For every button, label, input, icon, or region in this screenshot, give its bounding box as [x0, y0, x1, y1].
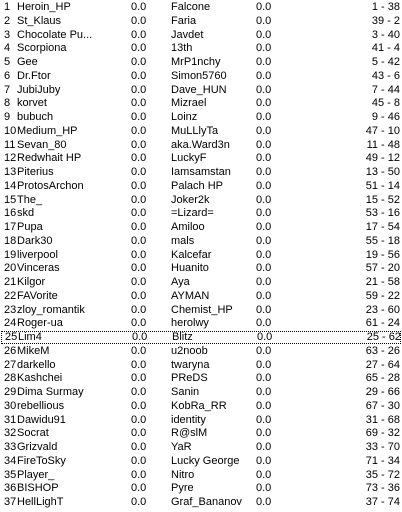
player-two-points: 0.0: [256, 386, 272, 398]
player-one-points: 0.0: [131, 42, 147, 54]
pairing-numbers: 25 - 62: [366, 331, 401, 343]
row-index: 32: [4, 427, 17, 439]
player-one-points: 0.0: [131, 180, 147, 192]
pairing-numbers: 73 - 36: [365, 482, 400, 494]
pairing-numbers: 9 - 46: [371, 111, 400, 123]
player-one-name: Kashchei: [17, 372, 63, 384]
player-two-points: 0.0: [256, 304, 272, 316]
player-one-name: Dima Surmay: [17, 386, 84, 398]
list-item[interactable]: [0, 29, 402, 42]
list-item[interactable]: [0, 249, 402, 262]
list-item[interactable]: [0, 235, 402, 248]
player-one-name: St_Klaus: [17, 15, 62, 27]
player-two-name: Huanito: [171, 262, 209, 274]
player-two-points: 0.0: [256, 372, 272, 384]
player-one-points: 0.0: [131, 469, 147, 481]
player-two-name: Dave_HUN: [171, 84, 227, 96]
pairing-numbers: 29 - 66: [365, 386, 400, 398]
pairing-numbers: 45 - 8: [371, 97, 400, 109]
player-two-points: 0.0: [256, 166, 272, 178]
pairing-numbers: 55 - 18: [365, 235, 400, 247]
player-one-name: korvet: [17, 97, 47, 109]
pairing-numbers: 43 - 6: [371, 70, 400, 82]
player-two-name: Kalcefar: [171, 249, 212, 261]
player-one-points: 0.0: [131, 166, 147, 178]
row-index: 15: [4, 194, 17, 206]
row-index: 8: [4, 97, 11, 109]
pairing-numbers: 7 - 44: [371, 84, 400, 96]
player-two-name: Javdet: [171, 29, 204, 41]
pairing-numbers: 67 - 30: [365, 400, 400, 412]
row-index: 21: [4, 276, 17, 288]
list-item[interactable]: [0, 482, 402, 495]
player-one-points: 0.0: [131, 207, 147, 219]
row-index: 24: [4, 317, 17, 329]
list-item[interactable]: [0, 427, 402, 440]
player-two-name: 13th: [171, 42, 193, 54]
player-one-points: 0.0: [131, 221, 147, 233]
player-two-name: u2noob: [171, 345, 208, 357]
player-two-name: identity: [171, 414, 206, 426]
pairing-numbers: 47 - 10: [365, 125, 400, 137]
pairing-numbers: 39 - 2: [371, 15, 400, 27]
pairing-numbers: 71 - 34: [365, 455, 400, 467]
row-index: 26: [4, 345, 17, 357]
pairing-numbers: 35 - 72: [365, 469, 400, 481]
player-two-points: 0.0: [256, 111, 272, 123]
row-index: 27: [4, 359, 17, 371]
list-item[interactable]: [0, 496, 402, 509]
player-one-name: Roger-ua: [17, 317, 63, 329]
player-two-points: 0.0: [256, 469, 272, 481]
row-index: 5: [4, 56, 11, 68]
player-one-points: 0.0: [131, 414, 147, 426]
player-one-points: 0.0: [131, 97, 147, 109]
player-two-name: Sanin: [171, 386, 200, 398]
player-two-name: Aya: [171, 276, 190, 288]
player-two-name: Blitz: [172, 331, 193, 343]
pairing-numbers: 69 - 32: [365, 427, 400, 439]
player-two-name: Amiloo: [171, 221, 205, 233]
player-one-points: 0.0: [131, 1, 147, 13]
list-item[interactable]: [0, 1, 402, 14]
row-index: 11: [4, 139, 16, 151]
player-two-points: 0.0: [256, 345, 272, 357]
player-one-name: Pupa: [17, 221, 43, 233]
list-item[interactable]: [0, 345, 402, 358]
player-two-points: 0.0: [256, 359, 272, 371]
row-index: 13: [4, 166, 17, 178]
player-one-name: Piterius: [17, 166, 54, 178]
list-item[interactable]: [0, 84, 402, 97]
row-index: 31: [4, 414, 17, 426]
list-item[interactable]: [0, 70, 402, 83]
list-item[interactable]: [0, 441, 402, 454]
player-one-points: 0.0: [131, 304, 147, 316]
row-index: 10: [4, 125, 17, 137]
player-two-name: MrP1nchy: [171, 56, 221, 68]
player-one-points: 0.0: [131, 276, 147, 288]
row-index: 36: [4, 482, 17, 494]
player-two-points: 0.0: [256, 70, 272, 82]
player-two-name: aka.Ward3n: [171, 139, 230, 151]
player-two-name: Loinz: [171, 111, 198, 123]
row-index: 4: [4, 42, 11, 54]
row-index: 3: [4, 29, 11, 41]
player-one-points: 0.0: [131, 249, 147, 261]
player-two-name: Simon5760: [171, 70, 227, 82]
player-one-points: 0.0: [131, 262, 147, 274]
list-item[interactable]: [0, 194, 402, 207]
player-one-points: 0.0: [131, 29, 147, 41]
player-two-name: AYMAN: [171, 290, 210, 302]
row-index: 29: [4, 386, 17, 398]
player-two-points: 0.0: [256, 84, 272, 96]
list-item[interactable]: [0, 166, 402, 179]
player-one-points: 0.0: [132, 331, 148, 343]
player-one-name: Gee: [17, 56, 38, 68]
player-two-name: Nitro: [171, 469, 195, 481]
player-one-points: 0.0: [131, 441, 147, 453]
list-item[interactable]: [0, 317, 402, 330]
player-two-name: YaR: [171, 441, 192, 453]
list-item[interactable]: [0, 276, 402, 289]
list-item[interactable]: [0, 125, 402, 138]
player-two-name: Pyre: [171, 482, 194, 494]
player-one-points: 0.0: [131, 70, 147, 82]
pairing-numbers: 17 - 54: [365, 221, 400, 233]
list-item[interactable]: [0, 262, 402, 275]
list-item[interactable]: [0, 221, 402, 234]
player-two-name: KobRa_RR: [171, 400, 227, 412]
player-two-points: 0.0: [256, 235, 272, 247]
pairing-numbers: 31 - 68: [365, 414, 400, 426]
row-index: 17: [4, 221, 17, 233]
player-two-points: 0.0: [256, 139, 272, 151]
player-two-name: Joker2k: [171, 194, 210, 206]
row-index: 33: [4, 441, 17, 453]
player-one-points: 0.0: [131, 125, 147, 137]
row-index: 6: [4, 70, 11, 82]
pairing-numbers: 59 - 22: [365, 290, 400, 302]
list-item-selected[interactable]: [1, 331, 401, 344]
player-one-points: 0.0: [131, 111, 147, 123]
player-two-name: Iamsamstan: [171, 166, 231, 178]
list-item[interactable]: [0, 290, 402, 303]
list-item[interactable]: [0, 56, 402, 69]
player-two-name: Falcone: [171, 1, 211, 13]
player-two-name: Palach HP: [171, 180, 223, 192]
pairing-numbers: 57 - 20: [365, 262, 400, 274]
player-one-name: Kilgor: [17, 276, 46, 288]
player-one-points: 0.0: [131, 496, 147, 508]
pairing-numbers: 41 - 4: [371, 42, 400, 54]
player-one-name: MikeM: [17, 345, 50, 357]
pairing-numbers: 33 - 70: [365, 441, 400, 453]
player-two-points: 0.0: [256, 97, 272, 109]
player-two-points: 0.0: [256, 262, 272, 274]
player-one-name: JubiJuby: [17, 84, 61, 96]
player-one-name: FAVorite: [17, 290, 58, 302]
player-one-name: ProtosArchon: [17, 180, 84, 192]
player-one-name: darkello: [17, 359, 56, 371]
player-one-name: Lim4: [18, 331, 42, 343]
row-index: 28: [4, 372, 17, 384]
pairing-numbers: 65 - 28: [365, 372, 400, 384]
pairing-numbers: 19 - 56: [365, 249, 400, 261]
player-one-name: Grizvald: [17, 441, 58, 453]
player-two-name: herolwy: [171, 317, 209, 329]
player-one-points: 0.0: [131, 139, 147, 151]
row-index: 7: [4, 84, 11, 96]
row-index: 37: [4, 496, 17, 508]
player-one-name: Chocolate Pu...: [17, 29, 93, 41]
list-item[interactable]: [0, 386, 402, 399]
player-one-points: 0.0: [131, 15, 147, 27]
player-two-points: 0.0: [256, 276, 272, 288]
player-two-points: 0.0: [256, 482, 272, 494]
player-one-name: Dawidu91: [17, 414, 66, 426]
player-one-name: Medium_HP: [17, 125, 78, 137]
player-one-points: 0.0: [131, 56, 147, 68]
pairing-numbers: 11 - 48: [366, 139, 400, 151]
player-one-points: 0.0: [131, 290, 147, 302]
player-two-points: 0.0: [256, 441, 272, 453]
row-index: 16: [4, 207, 17, 219]
player-one-name: Vinceras: [17, 262, 60, 274]
player-two-name: PReDS: [171, 372, 208, 384]
pairing-numbers: 61 - 24: [365, 317, 400, 329]
player-one-points: 0.0: [131, 235, 147, 247]
row-index: 19: [4, 249, 17, 261]
pairing-numbers: 3 - 40: [371, 29, 400, 41]
player-two-points: 0.0: [256, 427, 272, 439]
player-two-points: 0.0: [256, 221, 272, 233]
player-two-points: 0.0: [256, 317, 272, 329]
row-index: 25: [5, 331, 18, 343]
player-one-points: 0.0: [131, 400, 147, 412]
player-two-points: 0.0: [256, 207, 272, 219]
player-two-name: Mizrael: [171, 97, 207, 109]
list-item[interactable]: [0, 15, 402, 28]
player-two-points: 0.0: [256, 290, 272, 302]
list-item[interactable]: [0, 359, 402, 372]
player-one-name: FireToSky: [17, 455, 66, 467]
player-one-points: 0.0: [131, 427, 147, 439]
player-one-points: 0.0: [131, 482, 147, 494]
player-two-name: twaryna: [171, 359, 210, 371]
player-two-points: 0.0: [257, 331, 273, 343]
list-item[interactable]: [0, 111, 402, 124]
player-two-name: R@slM: [171, 427, 208, 439]
player-two-name: =Lizard=: [171, 207, 214, 219]
player-one-points: 0.0: [131, 84, 147, 96]
player-two-points: 0.0: [256, 42, 272, 54]
row-index: 30: [4, 400, 17, 412]
player-one-name: skd: [17, 207, 35, 219]
player-one-name: Socrat: [17, 427, 49, 439]
player-one-points: 0.0: [131, 194, 147, 206]
player-one-name: Redwhait HP: [17, 152, 82, 164]
list-item[interactable]: [0, 455, 402, 468]
player-one-points: 0.0: [131, 386, 147, 398]
player-one-name: Dr.Ftor: [17, 70, 51, 82]
row-index: 12: [4, 152, 17, 164]
player-two-name: mals: [171, 235, 195, 247]
row-index: 35: [4, 469, 17, 481]
row-index: 22: [4, 290, 17, 302]
list-item[interactable]: [0, 469, 402, 482]
player-one-name: Scorpiona: [17, 42, 67, 54]
list-item[interactable]: [0, 139, 402, 152]
player-one-name: bubuch: [17, 111, 54, 123]
pairing-numbers: 27 - 64: [365, 359, 400, 371]
pairing-numbers: 63 - 26: [365, 345, 400, 357]
row-index: 18: [4, 235, 17, 247]
list-item[interactable]: [0, 304, 402, 317]
list-item[interactable]: [0, 180, 402, 193]
list-item[interactable]: [0, 42, 402, 55]
pairing-numbers: 13 - 50: [365, 166, 400, 178]
player-one-name: The_: [17, 194, 43, 206]
player-two-name: MuLLlyTa: [171, 125, 219, 137]
player-one-points: 0.0: [131, 152, 147, 164]
player-two-points: 0.0: [256, 29, 272, 41]
player-one-points: 0.0: [131, 372, 147, 384]
list-item[interactable]: [0, 207, 402, 220]
list-item[interactable]: [0, 400, 402, 413]
pairing-numbers: 49 - 12: [365, 152, 400, 164]
row-index: 1: [4, 1, 11, 13]
list-item[interactable]: [0, 372, 402, 385]
pairing-numbers: 23 - 60: [365, 304, 400, 316]
pairing-numbers: 53 - 16: [365, 207, 400, 219]
player-one-name: Dark30: [17, 235, 53, 247]
player-two-points: 0.0: [256, 414, 272, 426]
pairing-numbers: 37 - 74: [365, 496, 400, 508]
row-index: 9: [4, 111, 11, 123]
row-index: 20: [4, 262, 17, 274]
player-two-name: LuckyF: [171, 152, 207, 164]
player-one-points: 0.0: [131, 359, 147, 371]
player-two-name: Chemist_HP: [171, 304, 233, 316]
player-two-points: 0.0: [256, 125, 272, 137]
player-one-name: HellLighT: [17, 496, 64, 508]
list-item[interactable]: [0, 97, 402, 110]
player-two-points: 0.0: [256, 400, 272, 412]
player-two-points: 0.0: [256, 56, 272, 68]
player-one-points: 0.0: [131, 455, 147, 467]
player-one-name: Sevan_80: [17, 139, 67, 151]
player-two-points: 0.0: [256, 152, 272, 164]
player-two-points: 0.0: [256, 180, 272, 192]
player-two-points: 0.0: [256, 455, 272, 467]
row-index: 34: [4, 455, 17, 467]
player-two-name: Graf_Bananov: [171, 496, 242, 508]
row-index: 23: [4, 304, 17, 316]
pairing-numbers: 21 - 58: [365, 276, 400, 288]
player-one-name: rebellious: [17, 400, 65, 412]
row-index: 14: [4, 180, 17, 192]
player-one-points: 0.0: [131, 345, 147, 357]
player-one-name: Player_: [17, 469, 55, 481]
player-one-name: BISHOP: [17, 482, 59, 494]
player-two-points: 0.0: [256, 496, 272, 508]
pairing-numbers: 51 - 14: [365, 180, 400, 192]
player-one-points: 0.0: [131, 317, 147, 329]
player-two-points: 0.0: [256, 194, 272, 206]
pairing-numbers: 1 - 38: [371, 1, 400, 13]
row-index: 2: [4, 15, 11, 27]
list-item[interactable]: [0, 152, 402, 165]
player-two-points: 0.0: [256, 249, 272, 261]
player-one-name: zloy_romantik: [17, 304, 85, 316]
player-two-points: 0.0: [256, 15, 272, 27]
player-two-points: 0.0: [256, 1, 272, 13]
pairing-numbers: 15 - 52: [365, 194, 400, 206]
list-item[interactable]: [0, 414, 402, 427]
player-two-name: Lucky George: [171, 455, 240, 467]
player-one-name: liverpool: [17, 249, 58, 261]
player-two-name: Faria: [171, 15, 197, 27]
pairing-numbers: 5 - 42: [371, 56, 400, 68]
player-one-name: Heroin_HP: [17, 1, 71, 13]
